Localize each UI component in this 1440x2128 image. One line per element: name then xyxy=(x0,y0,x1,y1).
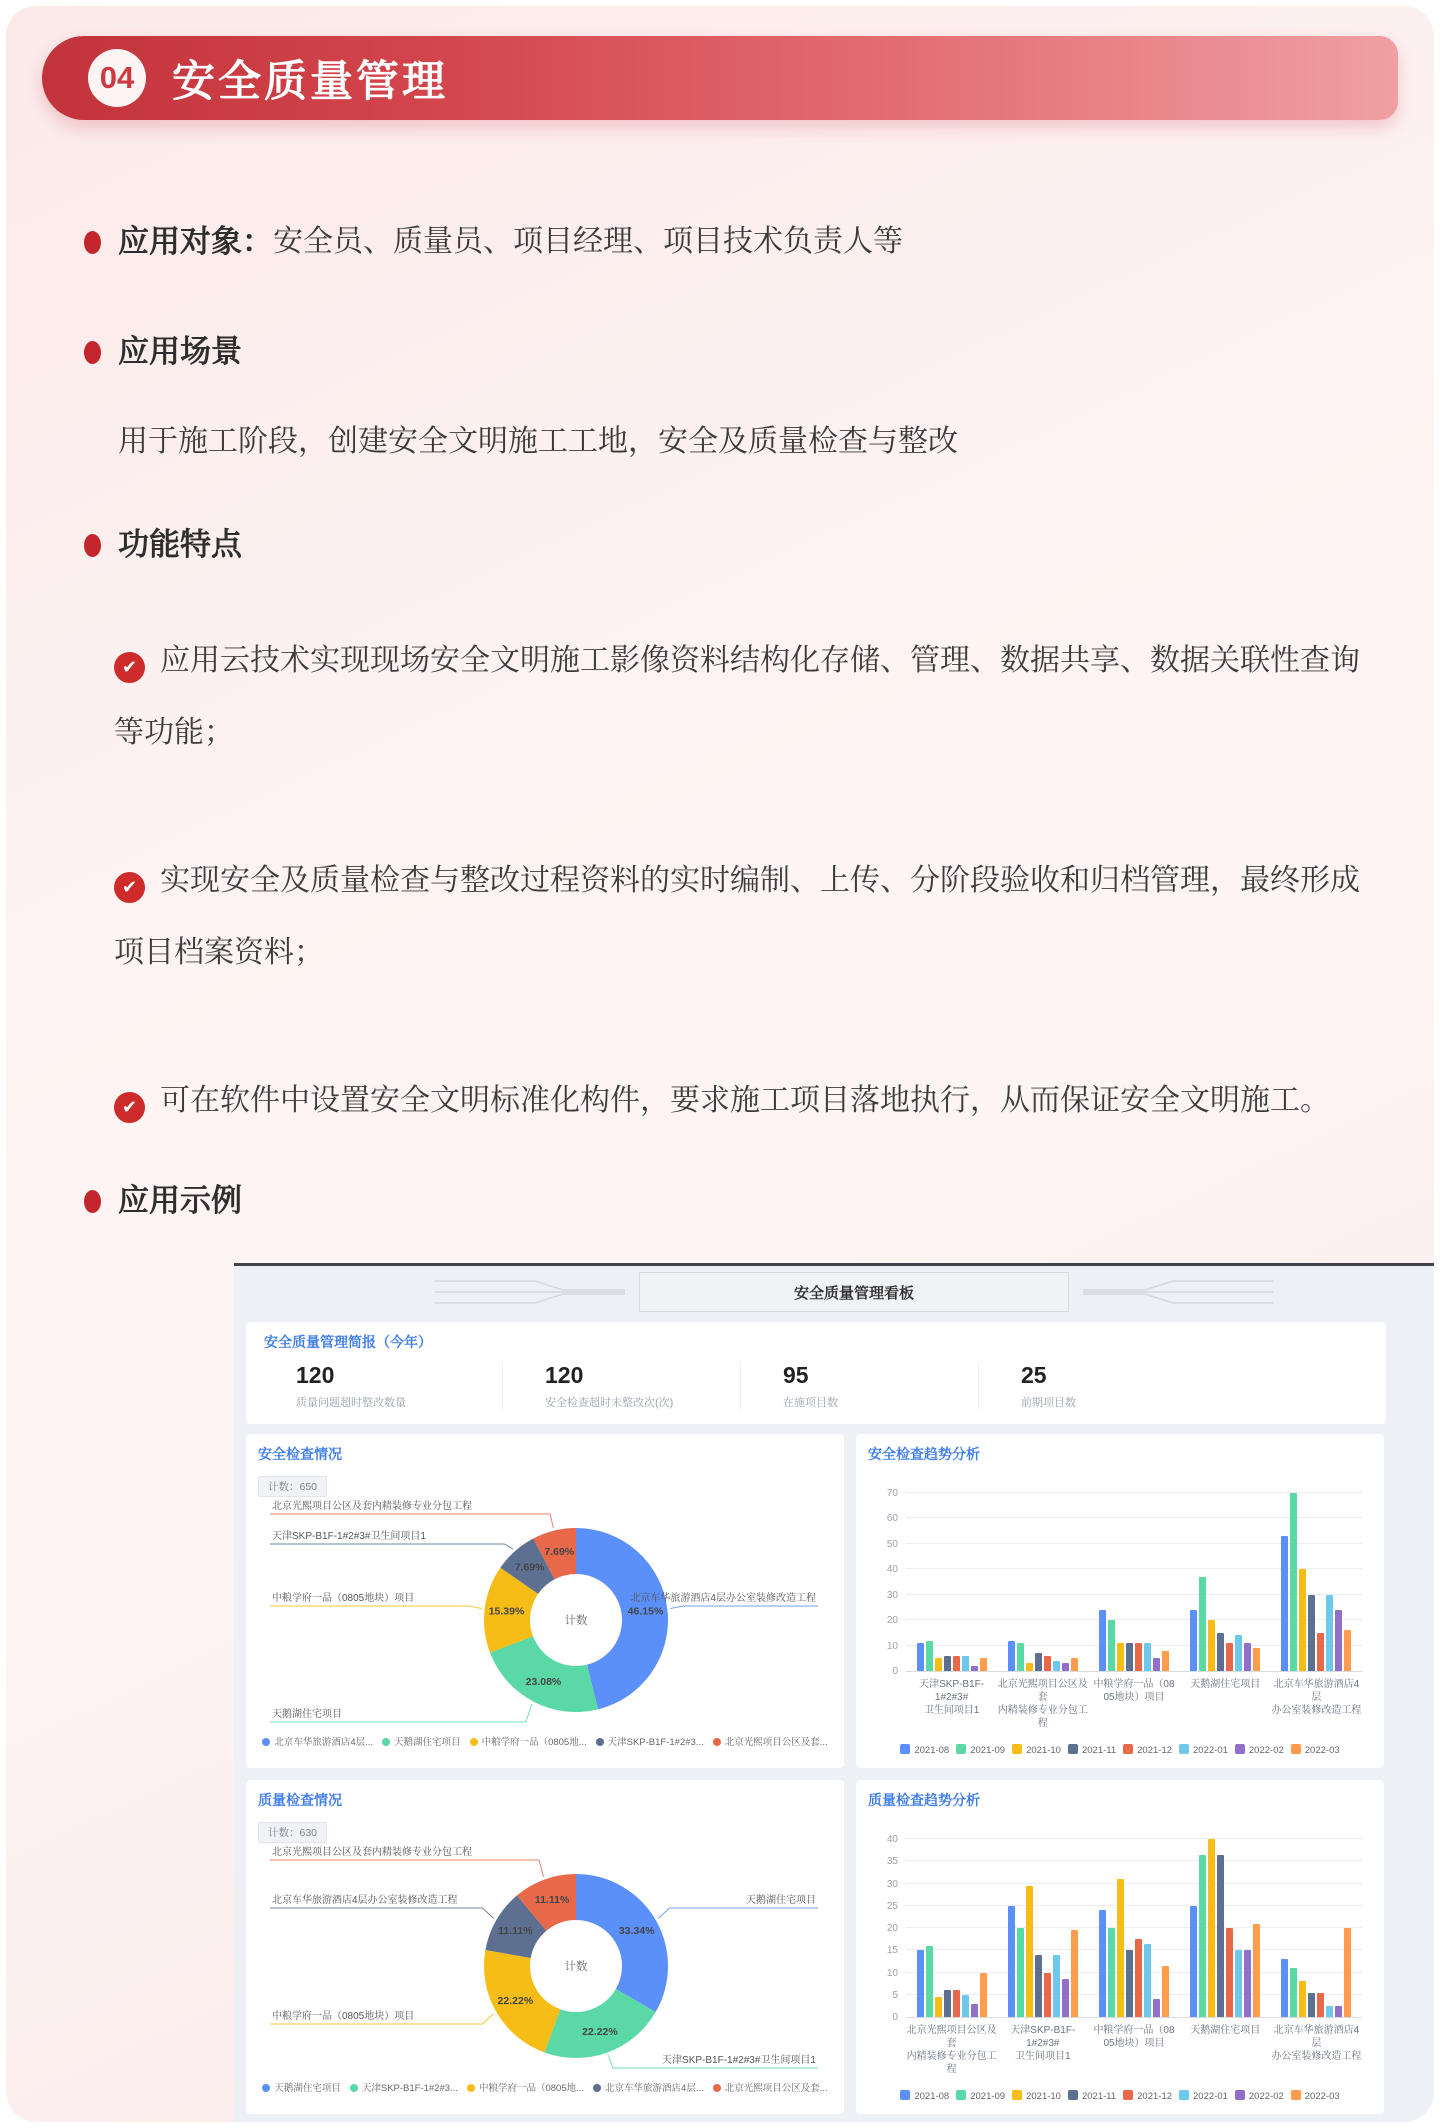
bar xyxy=(1190,1906,1197,2017)
legend-item: 2022-01 xyxy=(1179,1744,1228,1756)
svg-text:46.15%: 46.15% xyxy=(627,1605,664,1618)
x-axis-label: 北京车华旅游酒店4层 办公室装修改造工程 xyxy=(1271,2025,1362,2062)
bar xyxy=(1226,1928,1233,2017)
summary-card xyxy=(246,1322,1386,1424)
legend-dot-icon xyxy=(350,2084,358,2092)
stat-label: 安全检查超时未整改次(次) xyxy=(545,1397,674,1409)
bar xyxy=(1299,1981,1306,2017)
bar xyxy=(980,1658,987,1671)
count-badge: 计数：630 xyxy=(258,1822,327,1843)
svg-text:23.08%: 23.08% xyxy=(525,1675,562,1688)
bar xyxy=(1281,1536,1288,1671)
legend-chip-icon xyxy=(1291,1744,1301,1754)
bar xyxy=(1026,1663,1033,1671)
bar xyxy=(1026,1886,1033,2017)
bar xyxy=(1062,1663,1069,1671)
bar xyxy=(917,1643,924,1671)
svg-text:7.69%: 7.69% xyxy=(514,1561,545,1574)
donut-legend xyxy=(258,2080,832,2094)
bullet-icon xyxy=(84,341,101,364)
legend-chip-icon xyxy=(1291,2090,1301,2100)
target-text: 安全员、质量员、项目经理、项目技术负责人等 xyxy=(273,225,903,258)
legend-chip-icon xyxy=(1068,2090,1078,2100)
legend-chip-icon xyxy=(1123,2090,1133,2100)
stat-value: 95 xyxy=(783,1362,809,1388)
y-axis-tick: 10 xyxy=(886,1640,898,1652)
bar xyxy=(1044,1656,1051,1671)
bar xyxy=(1053,1661,1060,1671)
svg-text:7.69%: 7.69% xyxy=(544,1546,575,1559)
x-axis-label: 中粮学府一品（08 05地块）项目 xyxy=(1093,2025,1175,2049)
legend-item: 天鹅湖住宅项目 xyxy=(262,2080,341,2094)
summary-stats xyxy=(264,1362,1386,1410)
bar xyxy=(1208,1839,1215,2017)
bar xyxy=(1308,1595,1315,1671)
bar xyxy=(1326,2006,1333,2017)
bar xyxy=(1062,1979,1069,2017)
bar xyxy=(1108,1928,1115,2017)
legend-item: 2021-12 xyxy=(1123,2090,1172,2102)
x-axis-label: 天鹅湖住宅项目 xyxy=(1190,1679,1261,1690)
feature-item xyxy=(114,845,1364,989)
legend-item: 2022-03 xyxy=(1291,2090,1340,2102)
bar-legend xyxy=(868,2090,1372,2102)
section-banner xyxy=(42,36,1398,120)
bar xyxy=(926,1641,933,1672)
bar xyxy=(1035,1653,1042,1671)
svg-text:北京光熙项目公区及套内精装修专业分包工程: 北京光熙项目公区及套内精装修专业分包工程 xyxy=(272,1847,472,1858)
scene-label: 应用场景 xyxy=(118,334,242,369)
donut-slice xyxy=(490,1636,598,1712)
svg-text:天津SKP-B1F-1#2#3#卫生间项目1: 天津SKP-B1F-1#2#3#卫生间项目1 xyxy=(662,2055,816,2066)
bar xyxy=(1253,1924,1260,2017)
bar xyxy=(1308,1993,1315,2017)
bar xyxy=(1244,1643,1251,1671)
bar xyxy=(1135,1643,1142,1671)
bar xyxy=(980,1973,987,2018)
legend-item: 北京车华旅游酒店4层... xyxy=(593,2080,704,2094)
count-badge: 计数：650 xyxy=(258,1476,327,1497)
chart-mount xyxy=(868,1488,1372,1756)
target-label: 应用对象： xyxy=(118,224,273,259)
svg-text:天鹅湖住宅项目: 天鹅湖住宅项目 xyxy=(272,1709,342,1720)
legend-chip-icon xyxy=(1235,2090,1245,2100)
bar xyxy=(1226,1643,1233,1671)
bar xyxy=(1099,1610,1106,1671)
y-axis-tick: 0 xyxy=(892,2012,898,2023)
legend-item: 2021-09 xyxy=(956,1744,1005,1756)
bar xyxy=(1208,1620,1215,1671)
bar xyxy=(935,1658,942,1671)
svg-text:天鹅湖住宅项目: 天鹅湖住宅项目 xyxy=(746,1895,816,1907)
x-axis-label: 中粮学府一品（08 05地块）项目 xyxy=(1093,1679,1175,1703)
legend-chip-icon xyxy=(1179,2090,1189,2100)
y-axis-tick: 5 xyxy=(892,1989,898,2001)
svg-text:中粮学府一品（0805地块）项目: 中粮学府一品（0805地块）项目 xyxy=(272,2010,415,2022)
bar xyxy=(1008,1641,1015,1672)
bar xyxy=(1335,1610,1342,1671)
svg-text:22.22%: 22.22% xyxy=(582,2025,618,2038)
summary-title: 安全质量管理简报（今年） xyxy=(264,1334,432,1350)
bar xyxy=(953,1656,960,1671)
chart-mount xyxy=(868,1834,1372,2102)
legend-dot-icon xyxy=(262,2084,270,2092)
bar xyxy=(1235,1950,1242,2017)
bar xyxy=(1144,1944,1151,2017)
bar xyxy=(1344,1630,1351,1671)
legend-item: 2021-09 xyxy=(956,2090,1005,2102)
chart-grid xyxy=(246,1434,1434,2114)
bar xyxy=(1217,1855,1224,2017)
donut-chart xyxy=(258,1498,826,1734)
legend-chip-icon xyxy=(900,2090,910,2100)
bar xyxy=(926,1946,933,2017)
svg-text:计数: 计数 xyxy=(564,1961,588,1973)
y-axis-tick: 10 xyxy=(886,1967,898,1979)
bar xyxy=(1017,1643,1024,1671)
bar xyxy=(962,1656,969,1671)
stat-value: 120 xyxy=(296,1362,335,1388)
y-axis-tick: 35 xyxy=(886,1856,898,1868)
svg-text:天津SKP-B1F-1#2#3#卫生间项目1: 天津SKP-B1F-1#2#3#卫生间项目1 xyxy=(272,1531,426,1542)
scene-text: 用于施工阶段，创建安全文明施工工地，安全及质量检查与整改 xyxy=(118,425,958,458)
feature-text: 应用云技术实现现场安全文明施工影像资料结构化存储、管理、数据共享、数据关联性查询等功能； xyxy=(114,644,1360,749)
legend-chip-icon xyxy=(1179,1744,1189,1754)
bar xyxy=(1235,1635,1242,1671)
legend-chip-icon xyxy=(1012,1744,1022,1754)
bar-group xyxy=(997,1641,1088,1672)
check-icon xyxy=(114,652,145,683)
bar xyxy=(1162,1966,1169,2017)
bar xyxy=(1344,1928,1351,2017)
header-decoration-left xyxy=(435,1274,625,1310)
legend-item: 2021-10 xyxy=(1012,1744,1061,1756)
legend-item: 中粮学府一品（0805地... xyxy=(467,2080,584,2094)
svg-text:计数: 计数 xyxy=(564,1615,588,1627)
legend-item: 2022-02 xyxy=(1235,2090,1284,2102)
check-icon xyxy=(114,872,145,903)
bar-group xyxy=(1271,1928,1362,2017)
legend-item: 2022-03 xyxy=(1291,1744,1340,1756)
bar-plot-area xyxy=(886,1488,1362,1677)
bar xyxy=(1135,1939,1142,2017)
bar xyxy=(1108,1620,1115,1671)
y-axis-tick: 20 xyxy=(886,1923,898,1934)
bar xyxy=(1144,1643,1151,1671)
donut-legend xyxy=(258,1734,832,1748)
bar xyxy=(1153,1999,1160,2017)
chart-panel xyxy=(246,1434,844,1768)
x-axis-label: 天鹅湖住宅项目 xyxy=(1190,2025,1261,2036)
x-axis-label: 北京车华旅游酒店4层 办公室装修改造工程 xyxy=(1271,1679,1362,1716)
bar xyxy=(1190,1610,1197,1671)
legend-chip-icon xyxy=(900,1744,910,1754)
donut-slice xyxy=(576,1874,668,2012)
chart-panel xyxy=(856,1434,1384,1768)
x-axis-label: 北京光熙项目公区及套 内精装修专业分包工程 xyxy=(997,1679,1088,1729)
bar-group xyxy=(1180,1577,1271,1671)
bar xyxy=(953,1990,960,2017)
page-title: 安全质量管理 xyxy=(172,57,448,106)
header-decoration-right xyxy=(1083,1274,1273,1310)
stat-value: 120 xyxy=(545,1362,584,1388)
bar-group xyxy=(1271,1493,1362,1671)
stat-label: 质量问题超时整改数量 xyxy=(296,1397,406,1409)
bar xyxy=(1017,1928,1024,2017)
y-axis-tick: 15 xyxy=(886,1945,898,1957)
x-axis-label: 北京光熙项目公区及套 内精装修专业分包工程 xyxy=(906,2025,997,2075)
legend-chip-icon xyxy=(1012,2090,1022,2100)
stat-item xyxy=(264,1362,502,1410)
bar xyxy=(944,1656,951,1671)
bar xyxy=(1326,1595,1333,1671)
svg-text:中粮学府一品（0805地块）项目: 中粮学府一品（0805地块）项目 xyxy=(272,1593,415,1605)
y-axis-tick: 0 xyxy=(892,1666,898,1677)
dashboard-title: 安全质量管理看板 xyxy=(793,1284,914,1302)
legend-dot-icon xyxy=(382,1738,390,1746)
check-icon xyxy=(114,1092,145,1123)
legend-item: 北京光熙项目公区及套... xyxy=(713,2080,828,2094)
bar xyxy=(1162,1651,1169,1671)
legend-item: 2021-08 xyxy=(900,1744,949,1756)
legend-item: 北京车华旅游酒店4层... xyxy=(262,1734,373,1748)
dashboard-screenshot xyxy=(234,1263,1434,2122)
bar xyxy=(944,1990,951,2017)
svg-text:11.11%: 11.11% xyxy=(534,1894,570,1907)
feature-item xyxy=(114,625,1364,769)
feature-text: 可在软件中设置安全文明标准化构件，要求施工项目落地执行，从而保证安全文明施工。 xyxy=(160,1084,1330,1117)
page-card xyxy=(6,6,1434,2122)
stat-item xyxy=(740,1362,978,1410)
bar xyxy=(1281,1959,1288,2017)
bar xyxy=(1290,1968,1297,2017)
legend-dot-icon xyxy=(262,1738,270,1746)
legend-dot-icon xyxy=(713,1738,721,1746)
bar xyxy=(1290,1493,1297,1671)
bar-legend xyxy=(868,1744,1372,1756)
legend-item: 2021-11 xyxy=(1068,2090,1116,2102)
x-axis-labels xyxy=(906,2024,1362,2076)
y-axis-tick: 50 xyxy=(886,1538,898,1550)
legend-chip-icon xyxy=(956,2090,966,2100)
bar xyxy=(971,1666,978,1671)
bar-group xyxy=(906,1641,997,1672)
legend-item: 天鹅湖住宅项目 xyxy=(382,1734,461,1748)
chart-panel xyxy=(856,1780,1384,2114)
bullet-icon xyxy=(84,1190,101,1213)
svg-text:北京车华旅游酒店4层办公室装修改造工程: 北京车华旅游酒店4层办公室装修改造工程 xyxy=(272,1894,458,1906)
features-label: 功能特点 xyxy=(118,527,242,562)
bar-group xyxy=(1180,1839,1271,2017)
y-axis-tick: 20 xyxy=(886,1615,898,1627)
bar xyxy=(1053,1955,1060,2017)
chart-panel-title: 安全检查情况 xyxy=(258,1446,342,1462)
bullet-line-example xyxy=(84,1179,1378,1223)
legend-dot-icon xyxy=(593,2084,601,2092)
chart-mount xyxy=(258,1498,832,1748)
legend-item: 天津SKP-B1F-1#2#3... xyxy=(596,1734,704,1748)
legend-chip-icon xyxy=(956,1744,966,1754)
stat-value: 25 xyxy=(1021,1362,1047,1388)
legend-dot-icon xyxy=(470,1738,478,1746)
dashboard-header xyxy=(234,1266,1434,1318)
y-axis-tick: 30 xyxy=(886,1589,898,1601)
chart-panel-title: 质量检查情况 xyxy=(258,1792,342,1808)
bar xyxy=(1335,2006,1342,2017)
section-number: 04 xyxy=(99,60,135,95)
x-axis-label: 天津SKP-B1F-1#2#3# 卫生间项目1 xyxy=(919,1679,985,1716)
bar-plot-area xyxy=(886,1834,1362,2023)
y-axis-tick: 40 xyxy=(886,1564,898,1576)
bullet-line-scene xyxy=(84,330,1378,374)
bar xyxy=(1317,1993,1324,2017)
legend-item: 中粮学府一品（0805地... xyxy=(470,1734,587,1748)
bar xyxy=(1126,1643,1133,1671)
x-axis-labels xyxy=(906,1678,1362,1730)
svg-text:22.22%: 22.22% xyxy=(497,1994,534,2007)
bar-group xyxy=(1088,1879,1179,2017)
bar xyxy=(1317,1633,1324,1671)
feature-list xyxy=(114,625,1378,1137)
legend-chip-icon xyxy=(1068,1744,1078,1754)
chart-panel xyxy=(246,1780,844,2114)
y-axis-tick: 70 xyxy=(886,1488,898,1499)
bar xyxy=(1244,1950,1251,2017)
dashboard-title-box xyxy=(639,1272,1069,1312)
bullet-line-target xyxy=(84,220,1378,264)
legend-chip-icon xyxy=(1235,1744,1245,1754)
y-axis-tick: 30 xyxy=(886,1878,898,1890)
bullet-icon xyxy=(84,534,101,557)
x-axis-label: 天津SKP-B1F-1#2#3# 卫生间项目1 xyxy=(1010,2025,1076,2062)
bar xyxy=(1071,1930,1078,2017)
bar-group xyxy=(906,1946,997,2017)
svg-text:11.11%: 11.11% xyxy=(498,1924,533,1937)
stat-label: 在施项目数 xyxy=(783,1397,838,1409)
svg-text:15.39%: 15.39% xyxy=(488,1605,525,1618)
svg-text:北京光熙项目公区及套内精装修专业分包工程: 北京光熙项目公区及套内精装修专业分包工程 xyxy=(272,1501,472,1512)
document-body xyxy=(6,120,1434,2122)
legend-dot-icon xyxy=(713,2084,721,2092)
bar-group xyxy=(1088,1610,1179,1671)
bar xyxy=(971,2004,978,2017)
chart-mount xyxy=(258,1844,832,2094)
chart-panel-title: 质量检查趋势分析 xyxy=(868,1792,980,1808)
legend-item: 北京光熙项目公区及套... xyxy=(713,1734,828,1748)
legend-item: 2022-02 xyxy=(1235,1744,1284,1756)
bar xyxy=(1153,1658,1160,1671)
chart-panel-title: 安全检查趋势分析 xyxy=(868,1446,980,1462)
bar xyxy=(1044,1973,1051,2018)
bar-series xyxy=(906,1840,1362,2017)
donut-chart xyxy=(258,1844,826,2080)
bar xyxy=(1008,1906,1015,2017)
bar xyxy=(962,1995,969,2017)
bar xyxy=(1117,1643,1124,1671)
legend-dot-icon xyxy=(596,1738,604,1746)
bar xyxy=(1126,1950,1133,2017)
stat-label: 前期项目数 xyxy=(1021,1397,1076,1409)
legend-item: 2021-10 xyxy=(1012,2090,1061,2102)
bar xyxy=(1299,1569,1306,1671)
bar xyxy=(1199,1577,1206,1671)
bar xyxy=(917,1950,924,2017)
legend-item: 2021-11 xyxy=(1068,1744,1116,1756)
bar xyxy=(1099,1910,1106,2017)
svg-text:33.34%: 33.34% xyxy=(618,1925,655,1938)
gridline xyxy=(906,1838,1362,1839)
y-axis-tick: 40 xyxy=(886,1834,898,1845)
section-number-badge xyxy=(88,49,146,107)
svg-text:北京车华旅游酒店4层办公室装修改造工程: 北京车华旅游酒店4层办公室装修改造工程 xyxy=(630,1593,816,1605)
legend-dot-icon xyxy=(467,2084,475,2092)
legend-item: 天津SKP-B1F-1#2#3... xyxy=(350,2080,458,2094)
bar-group xyxy=(997,1886,1088,2017)
bar xyxy=(1071,1658,1078,1671)
y-axis-tick: 60 xyxy=(886,1513,898,1525)
bar xyxy=(1217,1633,1224,1671)
legend-item: 2021-08 xyxy=(900,2090,949,2102)
bar xyxy=(1199,1855,1206,2017)
feature-item xyxy=(114,1065,1364,1137)
feature-text: 实现安全及质量检查与整改过程资料的实时编制、上传、分阶段验收和归档管理，最终形成项目档案资料； xyxy=(114,864,1360,969)
bar xyxy=(1117,1879,1124,2017)
stat-item xyxy=(978,1362,1216,1410)
bullet-icon xyxy=(84,231,101,254)
bar xyxy=(935,1997,942,2017)
stat-item xyxy=(502,1362,740,1410)
bar xyxy=(1253,1648,1260,1671)
legend-item: 2022-01 xyxy=(1179,2090,1228,2102)
legend-item: 2021-12 xyxy=(1123,1744,1172,1756)
example-label: 应用示例 xyxy=(118,1183,242,1218)
bar xyxy=(1035,1955,1042,2017)
y-axis-tick: 25 xyxy=(886,1900,898,1912)
bar-series xyxy=(906,1494,1362,1671)
legend-chip-icon xyxy=(1123,1744,1133,1754)
bullet-line-features xyxy=(84,523,1378,567)
